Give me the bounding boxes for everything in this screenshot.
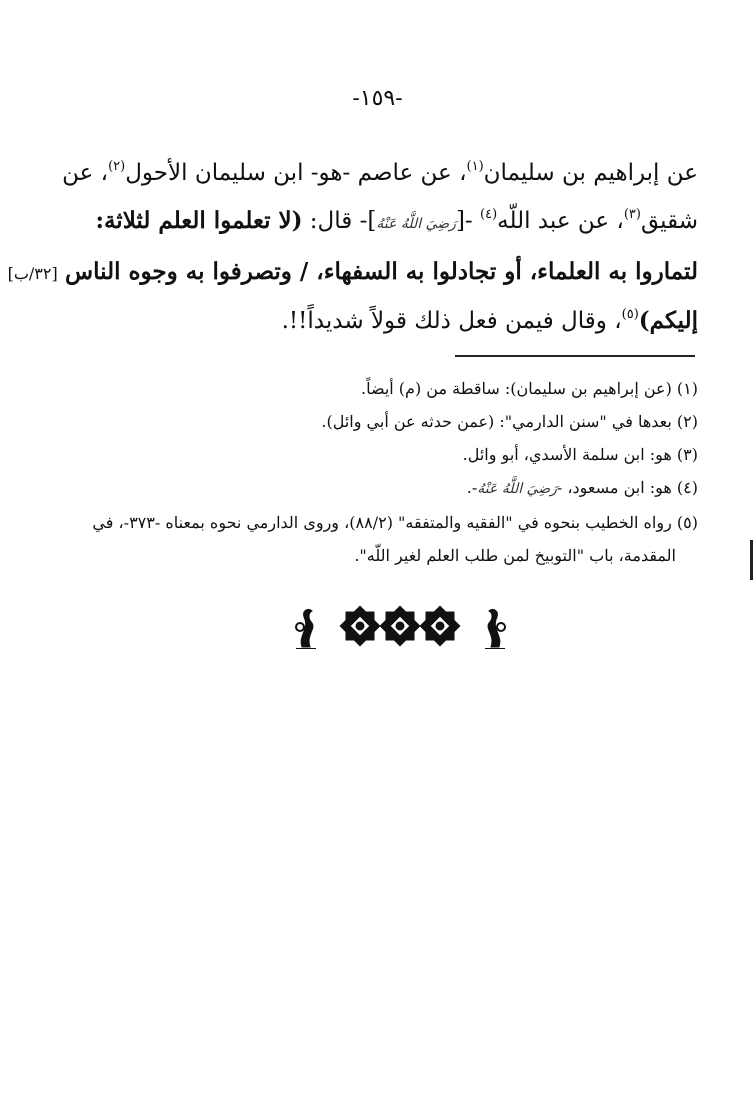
honorific-glyph: رَضِيَ اللَّهُ عَنْهُ — [376, 216, 456, 232]
text-segment: عن إبراهيم بن سليمان — [483, 160, 698, 186]
hadith-text: إليكم) — [638, 307, 698, 334]
text-segment: ، وقال فيمن فعل ذلك قولاً شديداً!!. — [281, 308, 622, 334]
footnote-5-continued: المقدمة، باب "التوبيخ لمن طلب العلم لغير اللّه". — [354, 546, 676, 565]
text-segment: شقيق — [640, 208, 698, 234]
main-line-2 — [95, 197, 698, 248]
floral-left-icon — [296, 609, 316, 649]
text-segment: ]- قال: — [302, 208, 377, 234]
hadith-text: (لا تعلموا العلم لثلاثة: — [95, 207, 303, 234]
text-segment: -. — [466, 478, 478, 497]
footnote-2: (٢) بعدها في "سنن الدارمي": (عمن حدثه عن أبي وائل). — [321, 412, 698, 431]
star-tile-icon — [420, 606, 460, 646]
hadith-text: لتماروا به العلماء، أو تجادلوا به السفهاء، / وتصرفوا به وجوه الناس — [65, 258, 698, 285]
page-edge-mark — [750, 540, 753, 580]
main-text — [7, 150, 698, 345]
text-segment: (٤) هو: ابن مسعود، - — [556, 478, 698, 497]
page-number: -١٥٩- — [352, 86, 403, 111]
decorative-ornament-row — [288, 603, 513, 649]
footnote-ref-1[interactable]: (١) — [466, 159, 484, 174]
text-segment: -[ — [455, 208, 481, 234]
footnote-divider — [455, 355, 695, 357]
footnote-4 — [100, 471, 698, 506]
ornament-svg — [288, 603, 513, 649]
honorific-glyph: رَضِيَ اللَّهُ عَنْهُ — [477, 481, 557, 497]
footnote-ref-2[interactable]: (٢) — [108, 159, 126, 174]
footnote-ref-4[interactable]: (٤) — [480, 207, 498, 222]
footnote-3: (٣) هو: ابن سلمة الأسدي، أبو وائل. — [462, 445, 698, 464]
footnote-1: (١) (عن إبراهيم بن سليمان): ساقطة من (م) أيضاً. — [360, 379, 698, 398]
footnote-5: (٥) رواه الخطيب بنحوه في "الفقيه والمتفقه" (٨٨/٢)، وروى الدارمي نحوه بمعناه -٣٧٣-، في — [92, 513, 698, 532]
star-tile-icon — [380, 606, 420, 646]
manuscript-folio-marker: [٣٢/ب] — [7, 264, 58, 283]
star-tile-icon — [340, 606, 380, 646]
text-segment: ، عن — [62, 160, 109, 186]
footnote-ref-3[interactable]: (٣) — [623, 207, 641, 222]
text-segment: ، عن عبد اللّه — [497, 208, 624, 234]
floral-right-icon — [485, 609, 505, 649]
main-line-4 — [100, 297, 698, 345]
main-line-1 — [62, 150, 698, 197]
footnote-ref-5[interactable]: (٥) — [621, 307, 639, 322]
text-segment: ، عن عاصم -هو- ابن سليمان الأحول — [125, 160, 467, 186]
footnotes — [92, 372, 698, 572]
main-line-3 — [7, 248, 698, 297]
